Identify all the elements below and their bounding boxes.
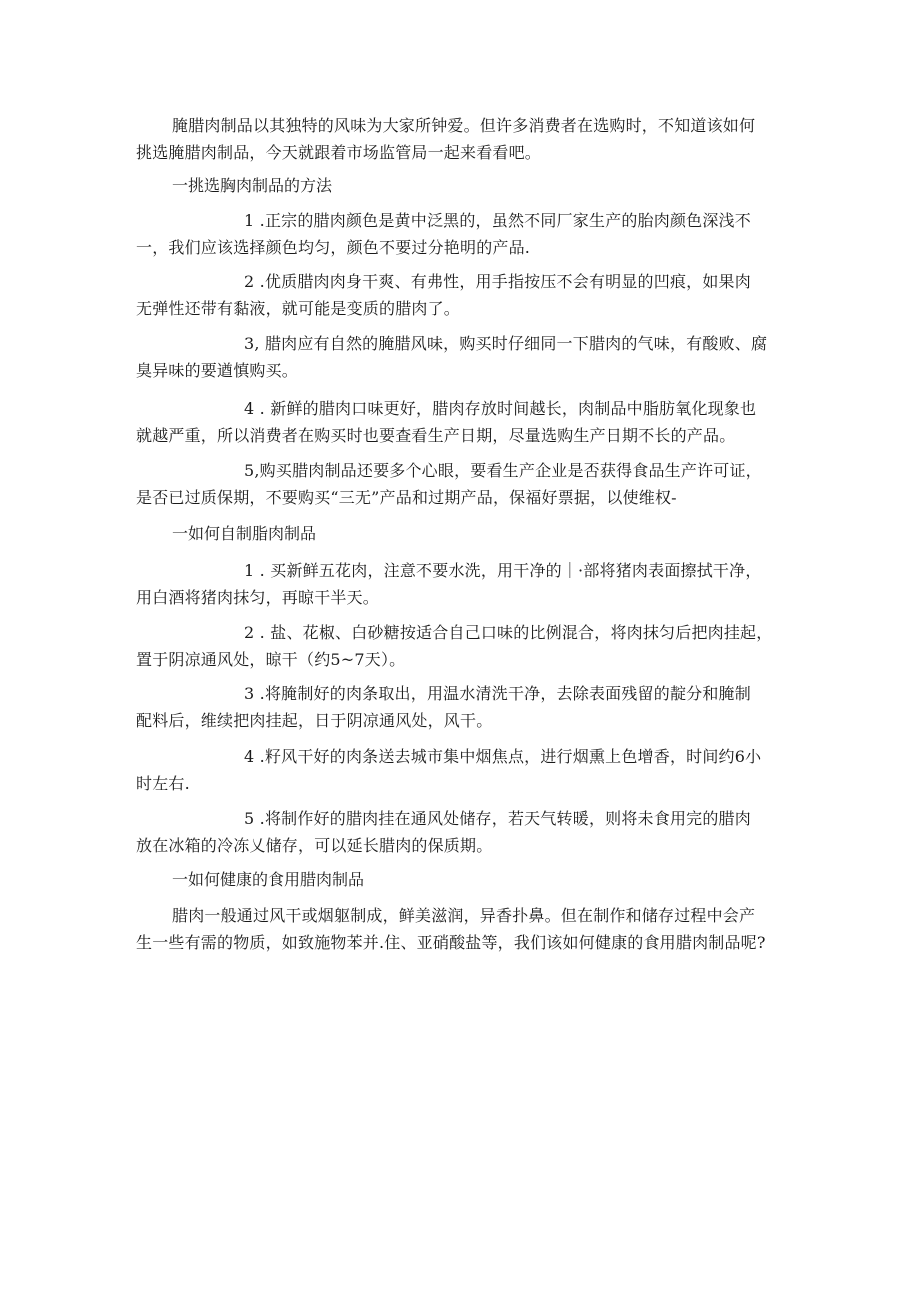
list-item: [136, 680, 796, 734]
section-heading: 一如何健康的食用腊肉制品: [172, 870, 365, 889]
text-line: 就越严重，所以消费者在购买时也要查看生产日期，尽量选购生产日期不长的产品。: [136, 426, 736, 445]
text-line: 生一些有需的物质，如致施物苯并.住、亚硝酸盐等，我们该如何健康的食用腊肉制品呢?: [136, 933, 766, 952]
text-line: 1 . 买新鲜五花肉，注意不要水洗，用干净的｜·部将猪肉表面擦拭干净，: [244, 561, 762, 580]
section-heading: 一挑选胸肉制品的方法: [172, 176, 333, 195]
text-line: 4 .籽风干好的肉条送去城市集中烟焦点，进行烟熏上色增香，时间约6小: [244, 747, 762, 766]
text-line: 臭异味的要遒慎购买。: [136, 361, 299, 380]
text-line: 5,购买腊肉制品还要多个心眼，要看生产企业是否获得食品生产许可证，: [244, 461, 762, 480]
text-line: 3 .将腌制好的肉条取出，用温水清洗干净，去除表面残留的靛分和腌制: [244, 684, 751, 703]
text-line: 用白酒将猪肉抹匀，再晾干半天。: [136, 588, 380, 607]
list-item: [136, 619, 796, 673]
text-line: 时左右.: [136, 774, 190, 793]
list-item: [136, 207, 796, 261]
text-line: 放在冰箱的冷冻乂储存，可以延长腊肉的保质期。: [136, 836, 493, 855]
list-item: [136, 805, 796, 859]
text-line: 配料后，维续把肉挂起，日于阴凉通风处，风干。: [136, 711, 493, 730]
text-line: 是否已过质保期，不要购买“三无”产品和过期产品，保福好票据，以使维权-: [136, 488, 677, 507]
text-line: 3, 腊肉应有自然的腌腊风味，购买时仔细同一下腊肉的气味，有酸败、腐: [244, 334, 768, 353]
list-item: [136, 268, 796, 322]
list-item: [136, 395, 796, 449]
section-heading: 一如何自制脂肉制品: [172, 524, 317, 543]
text-line: 2 . 盐、花椒、白砂糖按适合自己口味的比例混合，将肉抹匀后把肉挂起，: [244, 623, 773, 642]
text-line: 2 .优质腊肉肉身干爽、有弗性，用手指按压不会有明显的凹痕，如果肉: [244, 272, 751, 291]
text-line: 置于阴凉通风处，晾干（约5~7天）。: [136, 650, 406, 669]
text-line: 4 . 新鲜的腊肉口味更好，腊肉存放时间越长，肉制品中脂肪氧化现象也: [244, 399, 757, 418]
text-line: 腊肉一般通过风干或烟躯制成，鲜美滋润，异香扑鼻。但在制作和储存过程中会产: [172, 906, 756, 925]
list-item: [136, 557, 796, 611]
text-line: 1 .正宗的腊肉颜色是黄中泛黑的，虽然不同厂家生产的胎肉颜色深浅不: [244, 211, 751, 230]
list-item: [136, 457, 796, 511]
text-line: 5 .将制作好的腊肉挂在通风处储存，若天气转暖，则将未食用完的腊肉: [244, 809, 751, 828]
text-line: 挑选腌腊肉制品，今天就跟着市场监管局一起来看看吧。: [136, 143, 542, 162]
list-item: [136, 743, 796, 797]
intro-paragraph: [136, 112, 796, 166]
text-line: 腌腊肉制品以其独特的风味为大家所钟爱。但许多消费者在选购时，不知道该如何: [172, 116, 756, 135]
text-line: 一，我们应该选择颜色均匀，颜色不要过分艳明的产品.: [136, 238, 531, 257]
list-item: [136, 330, 796, 384]
body-paragraph: [136, 902, 796, 956]
text-line: 无弹性还带有黏液，就可能是变质的腊肉了。: [136, 299, 461, 318]
